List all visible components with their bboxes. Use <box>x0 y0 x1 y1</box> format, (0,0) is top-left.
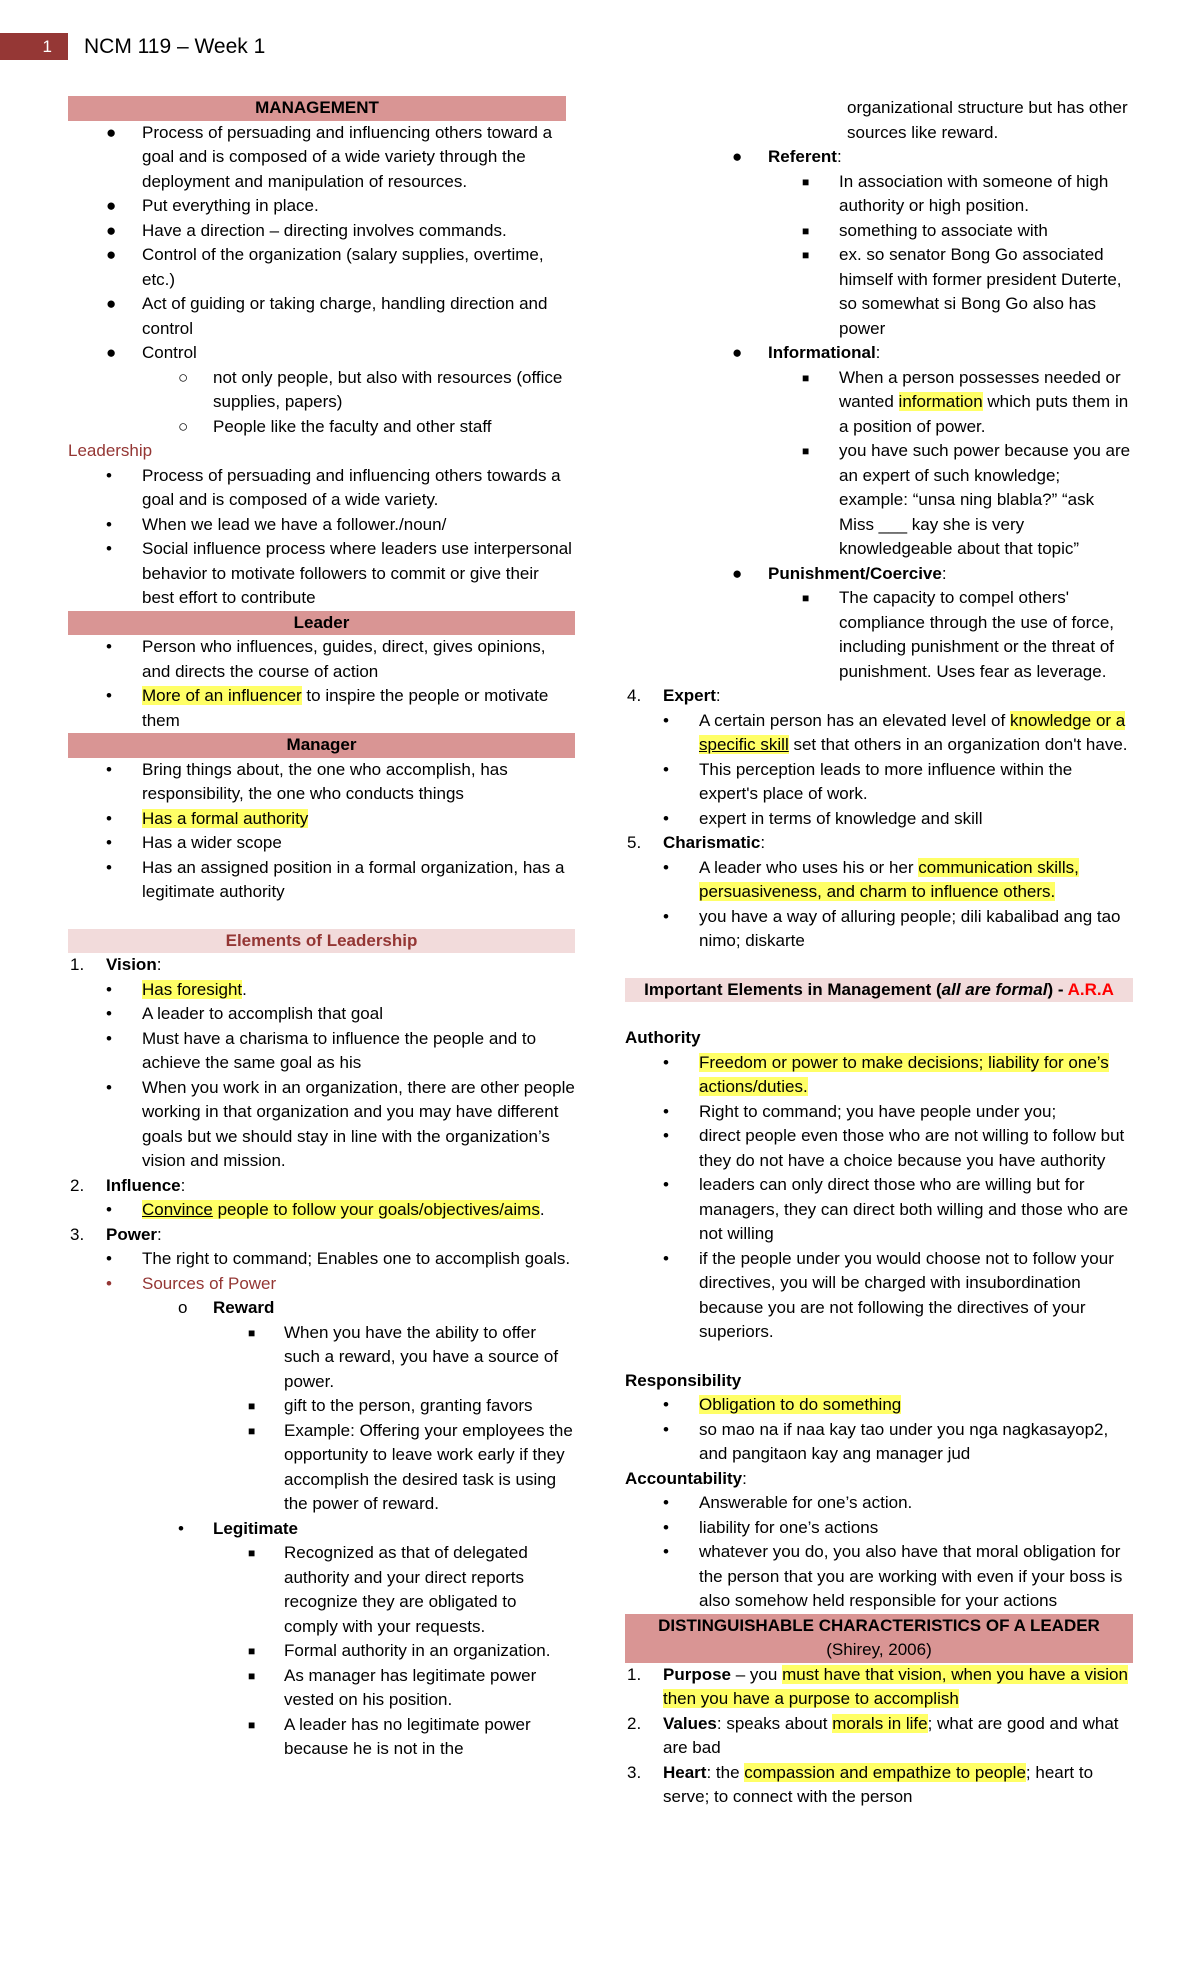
accountability-heading: Accountability: <box>625 1468 747 1488</box>
list-item: • Convince people to follow your goals/objectives/aims. <box>68 1198 575 1223</box>
square-bullet-icon: ■ <box>248 1399 256 1413</box>
power-list-continued-2 <box>625 831 1133 856</box>
authority-heading: Authority <box>625 1028 701 1047</box>
bullet-icon: ● <box>106 245 117 264</box>
list-item: • Has a formal authority <box>68 807 575 832</box>
list-item: • whatever you do, you also have that moral obligation for the person that you are working with even if your boss is also somehow held responsible for your actions <box>663 1542 1123 1610</box>
list-item: • Has foresight. <box>68 978 575 1003</box>
square-bullet-icon: ■ <box>802 174 810 189</box>
bullet-icon: • <box>663 1126 669 1145</box>
circle-bullet-icon: ○ <box>178 367 189 387</box>
manager-list <box>68 758 575 905</box>
square-bullet-icon: ■ <box>248 1717 256 1732</box>
bullet-icon: • <box>663 808 669 828</box>
bullet-icon: • <box>663 759 669 779</box>
list-item: ● Control <box>68 341 575 366</box>
list-item: • Has an assigned position in a formal organization, has a legitimate authority <box>106 857 565 901</box>
list-number: 1. <box>70 955 85 974</box>
list-item: • Process of persuading and influencing others towards a goal and is composed of a wide variety. <box>106 465 561 509</box>
list-number: 1. <box>627 1664 642 1684</box>
bullet-icon: • <box>106 857 112 877</box>
list-item: • if the people under you would choose not to follow your directives, you will be charged with insubordination because you are not following the directives of your superiors. <box>663 1248 1114 1341</box>
bullet-icon: • <box>106 514 112 534</box>
bullet-icon: • <box>663 1517 669 1537</box>
list-item: ○ not only people, but also with resources (office supplies, papers) <box>178 367 563 411</box>
bullet-icon: ● <box>106 196 117 215</box>
square-bullet-icon: ■ <box>802 444 810 458</box>
important-elements-heading: Important Elements in Management (all are formal) - A.R.A <box>625 978 1133 1003</box>
list-item: ■ When a person possesses needed or wanted information which puts them in a position of power. <box>802 367 1129 436</box>
list-item: • you have a way of alluring people; dili kabalibad ang tao nimo; diskarte <box>663 906 1121 950</box>
bullet-icon: • <box>106 1077 112 1097</box>
accountability-list <box>625 1491 1133 1614</box>
list-item: • This perception leads to more influence within the expert's place of work. <box>663 759 1073 803</box>
bullet-icon: • <box>663 906 669 926</box>
list-item: • The right to command; Enables one to accomplish goals. <box>68 1247 575 1272</box>
management-list <box>68 121 575 440</box>
bullet-icon: • <box>663 1248 669 1268</box>
authority-list <box>625 1051 1133 1345</box>
list-item: ■ When you have the ability to offer such a reward, you have a source of power. <box>248 1322 559 1391</box>
list-item: • When you work in an organization, there are other people working in that organization and you may have different goals but we should stay in line with the organization’s vision and mission. <box>106 1077 575 1170</box>
list-item: • Person who influences, guides, direct, gives opinions, and directs the course of action <box>106 637 546 681</box>
right-column <box>625 96 1133 1810</box>
square-bullet-icon: ■ <box>248 1423 256 1438</box>
list-item: • Legitimate <box>68 1517 575 1542</box>
list-number: 5. <box>627 833 642 852</box>
list-item: ● Put everything in place. <box>68 194 575 219</box>
list-item: ■ In association with someone of high authority or high position. <box>802 171 1109 215</box>
leadership-list <box>68 464 575 611</box>
square-bullet-icon: ■ <box>802 223 810 238</box>
list-item: 2. Values: speaks about morals in life; what are good and what are bad <box>627 1713 1119 1757</box>
bullet-icon: • <box>663 1493 669 1512</box>
bullet-icon: • <box>106 833 112 852</box>
list-item: • Freedom or power to make decisions; liability for one’s actions/duties. <box>663 1052 1109 1096</box>
list-item: ● Act of guiding or taking charge, handling direction and control <box>106 294 548 338</box>
list-item: • Must have a charisma to influence the people and to achieve the same goal as his <box>106 1028 537 1072</box>
list-item: ● Referent: <box>625 145 1133 170</box>
list-item: • A leader who uses his or her communication skills, persuasiveness, and charm to influence others. <box>663 857 1079 901</box>
leader-heading: Leader <box>68 611 575 636</box>
list-item: 5. Charismatic: <box>625 831 1133 856</box>
list-number: 3. <box>627 1762 642 1782</box>
list-item: 1. Vision: <box>68 953 575 978</box>
list-item: • Social influence process where leaders use interpersonal behavior to motivate followers to commit or give their best effort to contribute <box>106 539 572 607</box>
continued-text: organizational structure but has other sources like reward. <box>847 98 1128 142</box>
bullet-icon: • <box>106 539 112 558</box>
bullet-icon: • <box>106 1004 112 1023</box>
bullet-icon: • <box>663 710 669 730</box>
bullet-icon: ● <box>732 563 743 583</box>
square-bullet-icon: ■ <box>802 591 810 605</box>
bullet-icon: • <box>106 1249 112 1268</box>
elements-list-2 <box>68 1174 575 1199</box>
list-item: 1. Purpose – you must have that vision, when you have a vision then you have a purpose to accomplish <box>627 1664 1128 1708</box>
bullet-icon: • <box>178 1518 184 1538</box>
list-item: ■ Example: Offering your employees the opportunity to leave work early if they accomplish the desired task is using the power of reward. <box>248 1420 573 1513</box>
power-sources-list <box>625 145 1133 684</box>
bullet-icon: • <box>106 637 112 656</box>
characteristics-list <box>625 1663 1133 1810</box>
bullet-icon: ● <box>106 122 117 142</box>
leadership-heading: Leadership <box>68 441 153 460</box>
list-number: 4. <box>627 686 642 705</box>
list-item: 4. Expert: <box>625 684 1133 709</box>
list-item: ■ A leader has no legitimate power because he is not in the <box>248 1714 531 1758</box>
power-list <box>68 1247 575 1762</box>
bullet-icon: • <box>663 1395 669 1414</box>
responsibility-list <box>625 1393 1133 1467</box>
elements-of-leadership-heading: Elements of Leadership <box>68 929 575 954</box>
list-item: ■ gift to the person, granting favors <box>68 1394 575 1419</box>
bullet-icon: • <box>663 1419 669 1439</box>
bullet-icon: • <box>663 1175 669 1194</box>
page-title: NCM 119 – Week 1 <box>84 35 266 58</box>
list-item: ● Punishment/Coercive: <box>625 562 1133 587</box>
list-item: • Has a wider scope <box>68 831 575 856</box>
list-item: ■ you have such power because you are an expert of such knowledge; example: “unsa ning blabla?” “ask Miss ___ kay she is very knowledgeable about that topic” <box>802 441 1131 558</box>
leader-list <box>68 635 575 733</box>
circle-bullet-icon: o <box>178 1298 188 1317</box>
list-item: • Bring things about, the one who accomplish, has responsibility, the one who conducts things <box>106 759 508 803</box>
influence-list <box>68 1198 575 1223</box>
list-item: • liability for one’s actions <box>625 1516 1133 1541</box>
bullet-icon: • <box>106 1028 112 1048</box>
left-column <box>68 96 575 1762</box>
manager-heading: Manager <box>68 733 575 758</box>
list-number: 3. <box>70 1224 85 1244</box>
square-bullet-icon: ■ <box>248 1668 256 1683</box>
list-item: 3. Power: <box>68 1223 575 1248</box>
responsibility-heading: Responsibility <box>625 1370 742 1390</box>
list-item: ■ The capacity to compel others' compliance through the use of force, including punishment or the threat of punishment. Uses fear as leverage. <box>802 588 1115 681</box>
list-item: ● Process of persuading and influencing others toward a goal and is composed of a wide variety through the deployment and manipulation of resources. <box>106 122 553 191</box>
bullet-icon: • <box>663 1542 669 1561</box>
bullet-icon: • <box>106 759 112 779</box>
list-item: • Sources of Power <box>68 1272 575 1297</box>
page-number-badge: 1 <box>0 33 68 60</box>
square-bullet-icon: ■ <box>802 370 810 385</box>
bullet-icon: • <box>663 1101 669 1121</box>
bullet-icon: • <box>106 1200 112 1219</box>
list-item: • A leader to accomplish that goal <box>68 1002 575 1027</box>
bullet-icon: • <box>106 465 112 485</box>
circle-bullet-icon: ○ <box>178 416 189 436</box>
square-bullet-icon: ■ <box>248 1644 256 1658</box>
bullet-icon: • <box>663 1052 669 1072</box>
list-item: • Answerable for one’s action. <box>625 1491 1133 1516</box>
bullet-icon: • <box>106 1273 112 1293</box>
list-item: ■ Recognized as that of delegated authority and your direct reports recognize they are obligated to comply with your requests. <box>248 1543 528 1636</box>
expert-list <box>625 709 1133 832</box>
list-item: 2. Influence: <box>68 1174 575 1199</box>
list-number: 2. <box>70 1175 85 1195</box>
bullet-icon: ● <box>106 343 117 362</box>
list-item: • so mao na if naa kay tao under you nga nagkasayop2, and pangitaon kay ang manager jud <box>663 1419 1109 1463</box>
list-item: ■ something to associate with <box>625 219 1133 244</box>
square-bullet-icon: ■ <box>802 248 810 262</box>
list-item: • Right to command; you have people under you; <box>625 1100 1133 1125</box>
bullet-icon: ● <box>106 220 117 240</box>
bullet-icon: • <box>106 686 112 705</box>
list-item: ● Control of the organization (salary supplies, overtime, etc.) <box>106 245 544 289</box>
square-bullet-icon: ■ <box>248 1325 256 1340</box>
bullet-icon: ● <box>106 294 117 313</box>
bullet-icon: • <box>106 808 112 828</box>
distinguishable-characteristics-heading: DISTINGUISHABLE CHARACTERISTICS OF A LEADER (Shirey, 2006) <box>625 1614 1133 1663</box>
list-item: ■ As manager has legitimate power vested on his position. <box>248 1665 537 1709</box>
list-item: ● Have a direction – directing involves commands. <box>68 219 575 244</box>
list-item: • More of an influencer to inspire the people or motivate them <box>106 686 549 730</box>
square-bullet-icon: ■ <box>248 1546 256 1560</box>
power-list-continued <box>625 684 1133 709</box>
elements-list-3 <box>68 1223 575 1248</box>
bullet-icon: • <box>663 857 669 877</box>
list-item: • expert in terms of knowledge and skill <box>625 807 1133 832</box>
list-number: 2. <box>627 1713 642 1733</box>
bullet-icon: ● <box>732 147 743 166</box>
bullet-icon: • <box>106 979 112 999</box>
charismatic-list <box>625 856 1133 954</box>
management-heading: MANAGEMENT <box>68 96 566 121</box>
list-item: o Reward <box>68 1296 575 1321</box>
list-item: ○ People like the faculty and other staff <box>68 415 575 440</box>
list-item: • A certain person has an elevated level of knowledge or a specific skill set that others in an organization don't have. <box>663 710 1128 754</box>
vision-list <box>68 978 575 1174</box>
bullet-icon: ● <box>732 343 743 362</box>
list-item: ● Informational: <box>625 341 1133 366</box>
list-item: ■ Formal authority in an organization. <box>68 1639 575 1664</box>
list-item: • direct people even those who are not willing to follow but they do not have a choice because you have authority <box>663 1126 1125 1170</box>
list-item: • Obligation to do something <box>625 1393 1133 1418</box>
list-item: 3. Heart: the compassion and empathize to people; heart to serve; to connect with the person <box>627 1762 1094 1806</box>
elements-list <box>68 953 575 978</box>
list-item: • When we lead we have a follower./noun/ <box>68 513 575 538</box>
list-item: ■ ex. so senator Bong Go associated himself with former president Duterte, so somewhat si Bong Go also has power <box>802 245 1122 338</box>
list-item: • leaders can only direct those who are willing but for managers, they can direct both willing and those who are not willing <box>663 1175 1129 1243</box>
